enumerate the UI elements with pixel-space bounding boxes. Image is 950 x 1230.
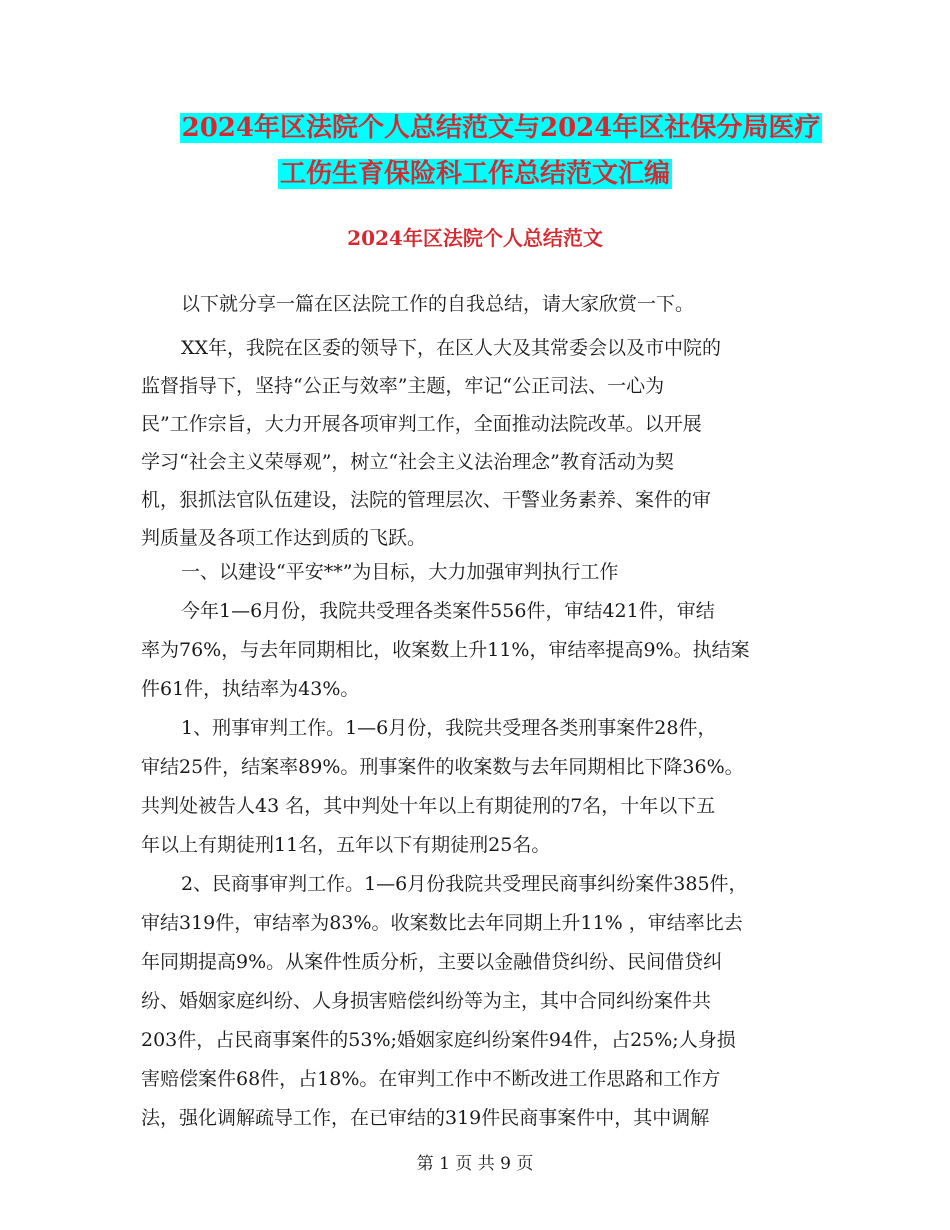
- paragraph-line: 审结25件，结案率89%。刑事案件的收案数与去年同期相比下降36%。: [141, 756, 744, 778]
- paragraph-line: 判质量及各项工作达到质的飞跃。: [141, 527, 427, 549]
- paragraph-line: 民”工作宗旨，大力开展各项审判工作，全面推动法院改革。以开展: [141, 413, 702, 435]
- paragraph-line: XX年，我院在区委的领导下，在区人大及其常委会以及市中院的: [181, 337, 722, 359]
- paragraph-line: 1、刑事审判工作。1—6月份，我院共受理各类刑事案件28件，: [181, 717, 717, 739]
- paragraph-line: 年以上有期徒刑11名，五年以下有期徒刑25名。: [141, 834, 551, 856]
- paragraph-line: 件61件，执结率为43%。: [141, 678, 360, 700]
- paragraph-line: 今年1—6月份，我院共受理各类案件556件，审结421件，审结: [181, 600, 715, 622]
- paragraph-line: 机，狠抓法官队伍建设，法院的管理层次、干警业务素养、案件的审: [141, 489, 712, 511]
- paragraph-line: 害赔偿案件68件，占18%。在审判工作中不断改进工作思路和工作方: [141, 1068, 721, 1090]
- paragraph-line: 法，强化调解疏导工作，在已审结的319件民商事案件中，其中调解: [141, 1107, 710, 1129]
- paragraph-line: 学习“社会主义荣辱观”，树立“社会主义法治理念”教育活动为契: [141, 451, 674, 473]
- paragraph-line: 共判处被告人43 名，其中判处十年以上有期徒刑的7名，十年以下五: [141, 795, 716, 817]
- paragraph-line: 纷、婚姻家庭纠纷、人身损害赔偿纠纷等为主，其中合同纠纷案件共: [141, 990, 712, 1012]
- paragraph-line: 以下就分享一篇在区法院工作的自我总结，请大家欣赏一下。: [181, 293, 695, 315]
- paragraph-line: 一、以建设“平安**”为目标，大力加强审判执行工作: [181, 561, 619, 583]
- paragraph-line: 203件，占民商事案件的53%;婚姻家庭纠纷案件94件，占25%;人身损: [141, 1029, 736, 1051]
- paragraph-line: 2、民商事审判工作。1—6月份我院共受理民商事纠纷案件385件，: [181, 873, 748, 895]
- section-heading: 2024年区法院个人总结范文: [347, 226, 603, 250]
- page-footer: 第 1 页 共 9 页: [416, 1154, 534, 1174]
- paragraph-line: 率为76%，与去年同期相比，收案数上升11%，审结率提高9%。执结案: [141, 639, 750, 661]
- document-title-line-1: 2024年区法院个人总结范文与2024年区社保分局医疗: [181, 113, 821, 143]
- document-title-line-2: 工伤生育保险科工作总结范文汇编: [279, 159, 670, 189]
- paragraph-line: 审结319件，审结率为83%。收案数比去年同期上升11% ，审结率比去: [141, 912, 743, 934]
- paragraph-line: 监督指导下，坚持“公正与效率”主题，牢记“公正司法、一心为: [141, 375, 665, 397]
- paragraph-line: 年同期提高9%。从案件性质分析，主要以金融借贷纠纷、民间借贷纠: [141, 951, 723, 973]
